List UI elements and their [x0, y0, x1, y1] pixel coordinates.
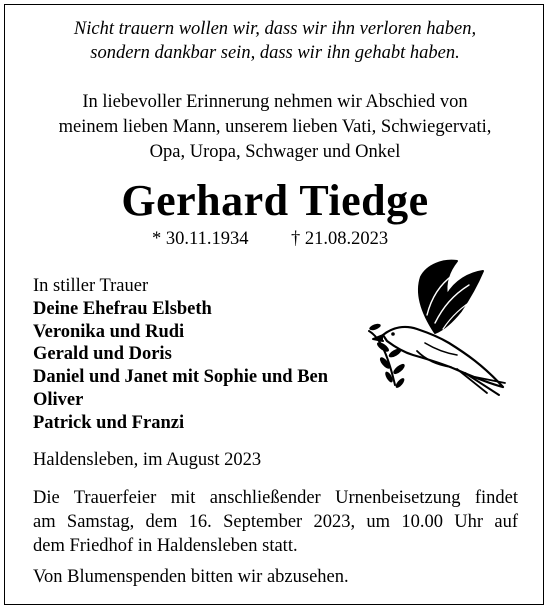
mourner-name: Veronika und Rudi: [33, 321, 185, 342]
memorial-quote: [0, 17, 550, 65]
death-date: † 21.08.2023: [291, 229, 389, 249]
intro-line: meinem lieben Mann, unserem lieben Vati, Schwiegervati,: [58, 117, 492, 137]
mourner-name: Patrick und Franzi: [33, 412, 185, 433]
dove-with-olive-branch-icon: [365, 255, 513, 405]
mourners-list: [33, 275, 328, 435]
service-line: am Samstag, dem 16. September 2023, um 10.00 Uhr auf: [33, 512, 518, 532]
funeral-service-info: [33, 486, 518, 558]
mourner-name: Gerald und Doris: [33, 344, 172, 365]
service-line: Die Trauerfeier mit anschließender Urnenbeisetzung findet: [33, 488, 518, 508]
mourners-heading: In stiller Trauer: [33, 276, 149, 296]
mourner-name: Oliver: [33, 389, 84, 410]
quote-line: Nicht trauern wollen wir, dass wir ihn verloren haben,: [73, 19, 477, 39]
place-and-date: Haldensleben, im August 2023: [33, 450, 262, 470]
service-line: dem Friedhof in Haldensleben statt.: [33, 536, 298, 556]
quote-line: sondern dankbar sein, dass wir ihn gehabt haben.: [90, 43, 460, 63]
mourner-name: Daniel und Janet mit Sophie und Ben: [33, 367, 329, 388]
intro-line: Opa, Uropa, Schwager und Onkel: [149, 142, 401, 162]
intro-text: [0, 90, 550, 165]
birth-date: * 30.11.1934: [152, 229, 249, 249]
mourner-name: Deine Ehefrau Elsbeth: [33, 298, 212, 319]
intro-line: In liebevoller Erinnerung nehmen wir Abschied von: [82, 92, 468, 112]
deceased-name: Gerhard Tiedge: [121, 176, 429, 225]
closing-note: Von Blumenspenden bitten wir abzusehen.: [33, 567, 349, 587]
